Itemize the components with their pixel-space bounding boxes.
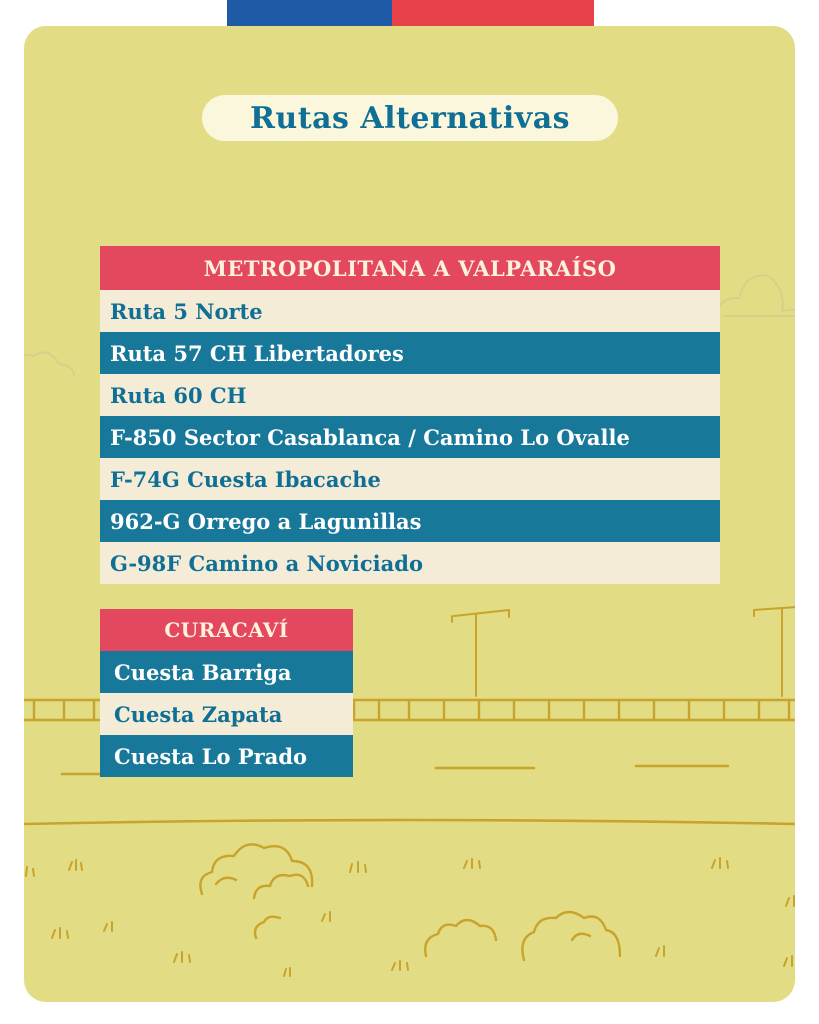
info-card [24,26,795,1002]
flag-stripe-blue [227,0,392,26]
flag-stripe-red [392,0,594,26]
routes-table-curacavi [100,609,353,777]
page-title: Rutas Alternativas [202,95,618,141]
bush-icon [200,844,620,960]
table-row: G-98F Camino a Noviciado [100,542,720,584]
table-row: Ruta 57 CH Libertadores [100,332,720,374]
table-row: Ruta 60 CH [100,374,720,416]
table-row: Ruta 5 Norte [100,290,720,332]
routes-table-metropolitana [100,246,720,584]
street-lamp-icon [452,606,795,696]
grass-icon [24,858,795,976]
table-row: Cuesta Zapata [100,693,353,735]
table-row: F-74G Cuesta Ibacache [100,458,720,500]
table-row: Cuesta Lo Prado [100,735,353,777]
table-row: 962-G Orrego a Lagunillas [100,500,720,542]
table-header: METROPOLITANA A VALPARAÍSO [100,246,720,290]
table-header: CURACAVÍ [100,609,353,651]
table-row: F-850 Sector Casablanca / Camino Lo Ovalle [100,416,720,458]
table-row: Cuesta Barriga [100,651,353,693]
